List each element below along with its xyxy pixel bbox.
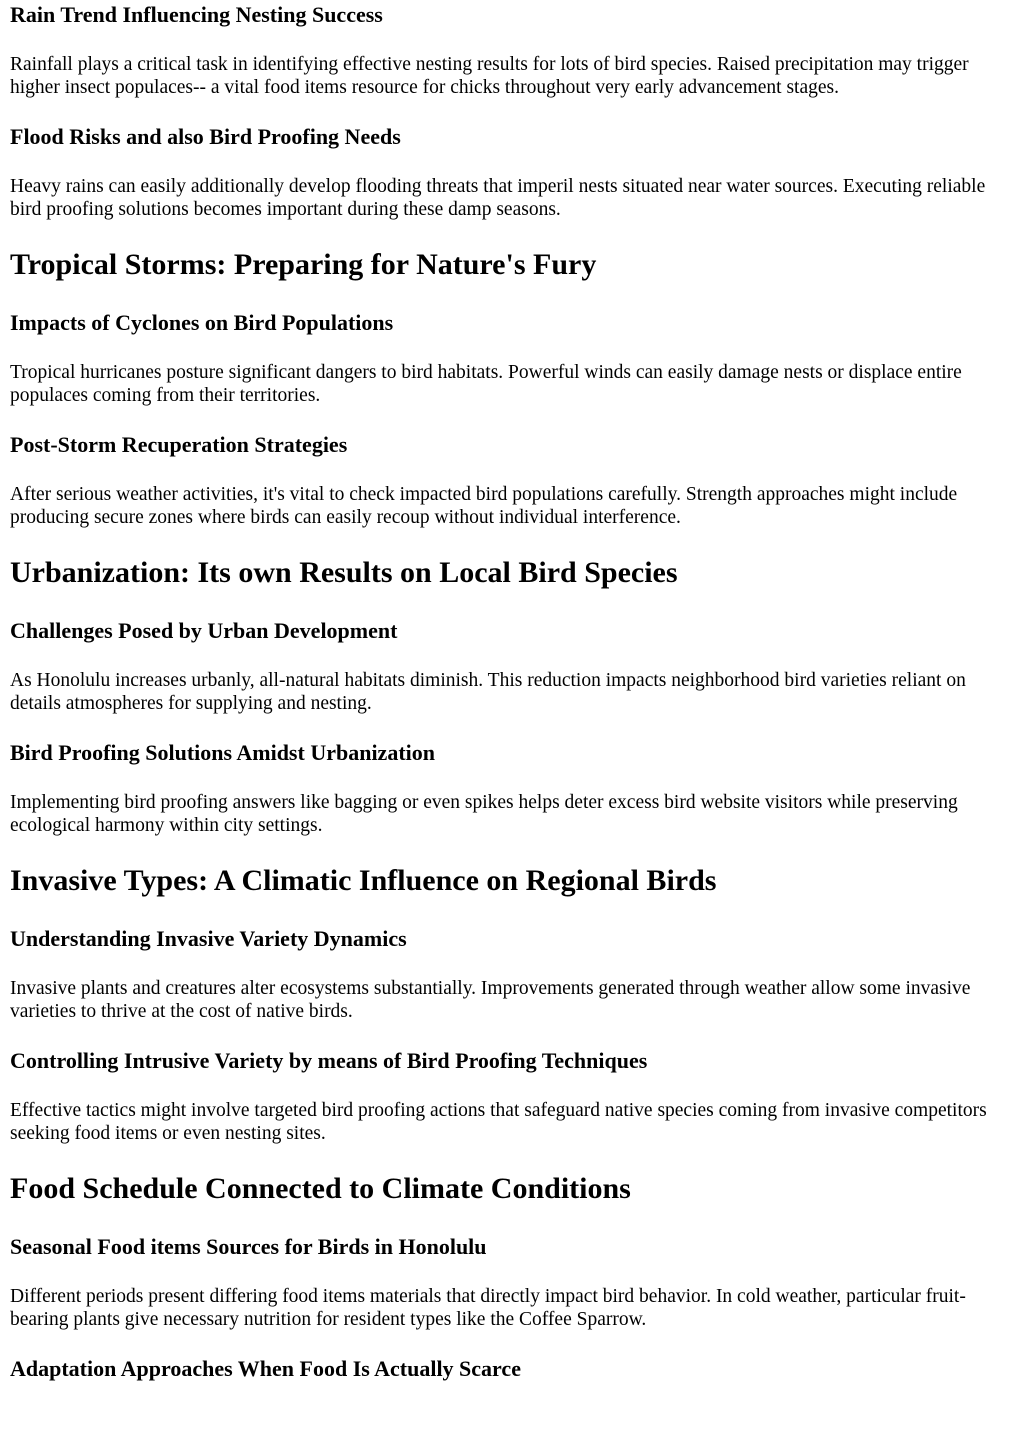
urban-solutions-heading: Bird Proofing Solutions Amidst Urbanization (10, 740, 435, 765)
invasive-dynamics-heading: Understanding Invasive Variety Dynamics (10, 926, 407, 951)
cyclones-heading: Impacts of Cyclones on Bird Populations (10, 310, 394, 335)
recuperation-heading: Post-Storm Recuperation Strategies (10, 432, 348, 457)
invasive-control-heading: Controlling Intrusive Variety by means of Bird Proofing Techniques (10, 1048, 648, 1073)
rain-trend-paragraph: Rainfall plays a critical task in identifying effective nesting results for lots of bird species. Raised precipitation may trigger higher insect populaces-- a vital food items resource for chicks throughout very early advancement stages. (10, 54, 969, 98)
adaptation-heading: Adaptation Approaches When Food Is Actually Scarce (10, 1356, 521, 1381)
flood-paragraph: Heavy rains can easily additionally develop flooding threats that imperil nests situated near water sources. Executing reliable bird proofing solutions becomes important during these damp seasons. (10, 176, 986, 220)
invasive-dynamics-paragraph: Invasive plants and creatures alter ecosystems substantially. Improvements generated through weather allow some invasive varieties to thrive at the cost of native birds. (10, 978, 971, 1022)
seasonal-food-paragraph: Different periods present differing food items materials that directly impact bird behavior. In cold weather, particular fruit-bearing plants give necessary nutrition for resident types like the Coffee Sparrow. (10, 1286, 966, 1330)
recuperation-paragraph: After serious weather activities, it's vital to check impacted bird populations carefully. Strength approaches might include producing secure zones where birds can easily recoup without individual interference. (10, 484, 958, 528)
seasonal-food-heading: Seasonal Food items Sources for Birds in Honolulu (10, 1234, 487, 1259)
flood-heading: Flood Risks and also Bird Proofing Needs (10, 124, 401, 149)
invasive-control-paragraph: Effective tactics might involve targeted bird proofing actions that safeguard native species coming from invasive competitors seeking food items or even nesting sites. (10, 1100, 987, 1144)
urban-solutions-paragraph: Implementing bird proofing answers like bagging or even spikes helps deter excess bird website visitors while preserving ecological harmony within city settings. (10, 792, 958, 836)
storms-heading: Tropical Storms: Preparing for Nature's Fury (10, 248, 597, 281)
urban-challenges-heading: Challenges Posed by Urban Development (10, 618, 398, 643)
urban-challenges-paragraph: As Honolulu increases urbanly, all-natural habitats diminish. This reduction impacts neighborhood bird varieties reliant on details atmospheres for supplying and nesting. (10, 670, 966, 714)
rain-trend-heading: Rain Trend Influencing Nesting Success (10, 2, 383, 27)
urbanization-heading: Urbanization: Its own Results on Local Bird Species (10, 556, 678, 589)
invasive-heading: Invasive Types: A Climatic Influence on Regional Birds (10, 864, 717, 897)
food-heading: Food Schedule Connected to Climate Conditions (10, 1172, 631, 1205)
cyclones-paragraph: Tropical hurricanes posture significant dangers to bird habitats. Powerful winds can easily damage nests or displace entire populaces coming from their territories. (10, 362, 962, 406)
